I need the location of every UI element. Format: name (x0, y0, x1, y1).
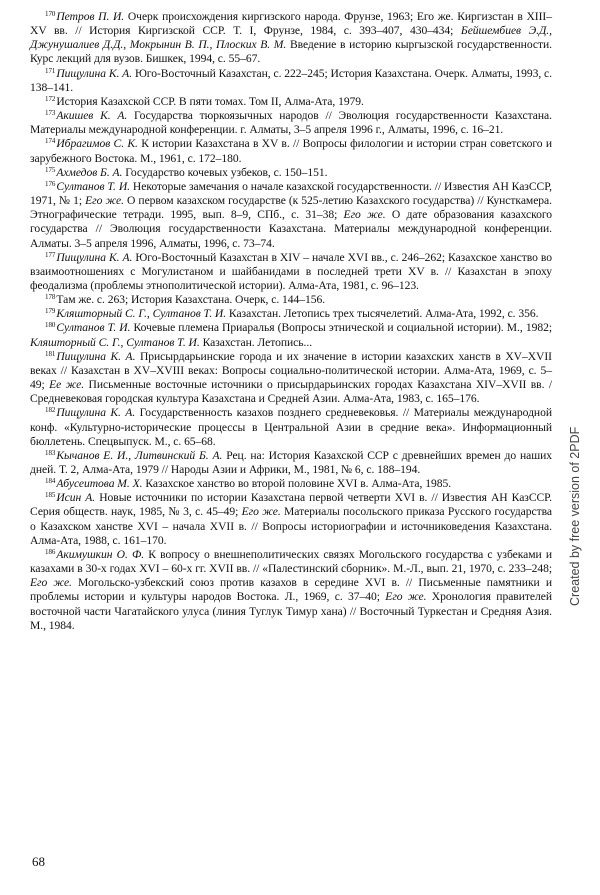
footnote-number: 179 (45, 307, 56, 316)
footnote-177 (30, 251, 552, 293)
footnote-176 (30, 180, 552, 251)
footnote-author: Его же. (343, 208, 386, 222)
footnote-173 (30, 109, 552, 137)
footnote-author: Султанов Т. И. (56, 321, 131, 335)
footnote-number: 180 (45, 321, 56, 330)
footnote-181 (30, 350, 552, 407)
footnote-text: Присырдарьинские города и их значение в истории казахских ханств в XV–XVII веках // Казахстан в XV–XVIII веках: Вопросы социально-политической истории. Алма-Ата, 1969, с. 5–49; (30, 349, 552, 392)
footnote-182 (30, 406, 552, 448)
footnote-text: К вопросу о внешнеполитических связях Могольского государства с узбеками и казахами в 30-х годах XVI – 60-х гг. XVII вв. // «Палестинский сборник». М.-Л., вып. 21, 1970, с. 233–248; (30, 547, 552, 576)
footnote-number: 172 (45, 94, 56, 103)
footnote-183 (30, 449, 552, 477)
footnote-text: Казахстан. Летопись трех тысячелетий. Алма-Ата, 1992, с. 356. (226, 307, 539, 321)
footnote-author: Бейшембиев Э.Д., Джунушалиев Д.Д., Мокрынин В. П., Плоских В. М. (30, 24, 552, 52)
footnote-author: Его же. (85, 194, 124, 208)
footnote-number: 182 (45, 406, 56, 415)
footnote-number: 175 (45, 165, 56, 174)
footnote-author: Ее же. (49, 378, 85, 392)
footnote-number: 183 (45, 448, 56, 457)
footnote-author: Кычанов Е. И., Литвинский Б. А. (56, 448, 223, 462)
footnote-text: Письменные восточные источники о присырдарьинских городах Казахстана XIV–XVII вв. / Средневековая городская культура Казахстана и Средней Азии. Алма-Ата, 1983, с. 165–176. (30, 378, 552, 406)
footnote-author: Акимушкин О. Ф. (56, 547, 145, 561)
footnote-number: 174 (45, 137, 56, 146)
footnote-text: К истории Казахстана в XV в. // Вопросы филологии и истории стран советского и зарубежного Востока. М., 1961, с. 172–180. (30, 137, 552, 165)
footnote-text: Государства тюркоязычных народов // Эволюция государственности Казахстана. Материалы международной конференции. г. Алматы, 3–5 апреля 1996 г., Алматы, 1996, с. 16–21. (30, 109, 552, 137)
footnote-number: 184 (45, 477, 56, 486)
footnote-text: Некоторые замечания о начале казахской государственности. // Известия АН КазССР, 1971, № 1; (30, 179, 552, 208)
footnote-number: 186 (45, 547, 56, 556)
footnote-text: Казахстан. Летопись... (199, 335, 313, 349)
footnote-author: Кляшторный С. Г., Султанов Т. И. (30, 335, 200, 349)
watermark-text: Created by free version of 2PDF (568, 426, 582, 606)
footnote-author: Его же. (385, 590, 427, 604)
footnote-number: 181 (45, 349, 56, 358)
footnote-author: Ибрагимов С. К. (56, 137, 138, 151)
footnote-172 (30, 95, 552, 109)
footnote-author: Пищулина К. А. (56, 349, 136, 363)
footnote-number: 171 (45, 66, 56, 75)
footnote-171 (30, 67, 552, 95)
footnote-author: Кляшторный С. Г., Султанов Т. И. (56, 307, 227, 321)
footnote-text: Юго-Восточный Казахстан, с. 222–245; История Казахстана. Очерк. Алматы, 1993, с. 138–141. (30, 66, 552, 94)
footnote-185 (30, 491, 552, 548)
footnote-number: 185 (45, 491, 56, 500)
footnote-number: 177 (45, 250, 56, 259)
footnote-text: О первом казахском государстве (к 525-летию Казахского государства) // Кунсткамера. Этнографические тетради. 1995, вып. 8–9, СПб., с. 31–38; (30, 194, 552, 222)
footnote-author: Исин А. (56, 491, 96, 505)
footnote-text: Материалы посольского приказа Русского государства о Казахском ханстве XVI – начала XVII в. // Вопросы историографии и источниковедения Казахстана. Алма-Ата, 1988, с. 161–170. (30, 505, 552, 547)
footnote-author: Акишев К. А. (56, 109, 128, 123)
footnote-text: О дате образования казахского государства // Эволюция государственности Казахстана. Материалы международной конференции. Алматы. 3–5 апреля 1996, Алматы, 1996, с. 73–74. (30, 208, 553, 250)
footnote-text: Новые источники по истории Казахстана первой четверти XVI в. // Известия АН КазССР. Серия обществ. наук, 1985, № 3, с. 45–49; (30, 491, 552, 519)
footnote-text: Рец. на: История Казахской ССР с древнейших времен до наших дней. Т. 2, Алма-Ата, 1979 // Народы Азии и Африки, М., 1981, № 6, с. 188–194. (30, 448, 552, 476)
footnote-number: 170 (45, 10, 56, 18)
footnote-186 (30, 548, 552, 633)
footnote-author: Его же. (241, 505, 281, 519)
footnote-175 (30, 166, 552, 180)
footnote-text: История Казахской ССР. В пяти томах. Том II, Алма-Ата, 1979. (56, 94, 364, 108)
footnote-text: Кочевые племена Приаралья (Вопросы этнической и социальной истории). М., 1982; (130, 321, 552, 335)
footnote-179 (30, 307, 552, 321)
footnote-text: Юго-Восточный Казахстан в XIV – начале XVI вв., с. 246–262; Казахское ханство во взаимоотношениях с Могулистаном и шайбанидами в последней трети XV в. // Казахстан в эпоху феодализма (проблемы этнополитической истории). Алма-Ата, 1981, с. 96–123. (30, 250, 552, 292)
footnote-author: Ахмедов Б. А. (56, 165, 123, 179)
footnote-184 (30, 477, 552, 491)
page-number: 68 (32, 854, 45, 869)
footnote-author: Его же. (30, 576, 72, 590)
footnote-text: Государственность казахов позднего средневековья. // Материалы международной конф. «Культурно-исторические процессы в Центральной Азии в средние века». Информационный бюллетень. Спецвыпуск. М., с. 65–68. (30, 406, 552, 448)
footnotes-list (30, 10, 552, 633)
footnote-text: Казахское ханство во второй половине XVI в. Алма-Ата, 1985. (142, 477, 452, 491)
footnote-author: Пищулина К. А. (56, 406, 136, 420)
footnote-text: Очерк происхождения киргизского народа. Фрунзе, 1963; Его же. Киргизстан в XIII–XV вв. // История Киргизской ССР. Т. I, Фрунзе, 1984, с. 393–407, 430–434; (30, 10, 552, 38)
footnote-text: Хронология правителей восточной части Чагатайского улуса (линия Туглук Тимур хана) // Восточный Туркестан и Средняя Азия. М., 1984. (30, 590, 552, 632)
footnote-174 (30, 137, 552, 165)
footnote-author: Пищулина К. А. (56, 66, 133, 80)
footnote-number: 173 (45, 109, 56, 118)
footnote-author: Пищулина К. А. (56, 250, 133, 264)
footnote-text: Там же. с. 263; История Казахстана. Очерк, с. 144–156. (56, 293, 326, 307)
footnote-text: Государство кочевых узбеков, с. 150–151. (122, 165, 328, 179)
footnote-180 (30, 321, 552, 349)
footnote-number: 176 (45, 179, 56, 188)
footnote-text: Введение в историю кыргызской государственности. Курс лекций для вузов. Бишкек, 1994, с. 55–67. (30, 38, 552, 66)
footnote-text: Могольско-узбекский союз против казахов в середине XVI в. // Письменные памятники и проблемы истории и культуры народов Востока. Л., 1969, с. 37–40; (30, 576, 552, 604)
footnote-author: Абусеитова М. Х. (56, 477, 143, 491)
footnote-178 (30, 293, 552, 307)
footnote-author: Петров П. И. (56, 10, 125, 23)
footnote-170 (30, 10, 552, 67)
watermark-container (568, 286, 584, 606)
footnote-author: Султанов Т. И. (56, 179, 130, 193)
footnote-number: 178 (45, 293, 56, 302)
